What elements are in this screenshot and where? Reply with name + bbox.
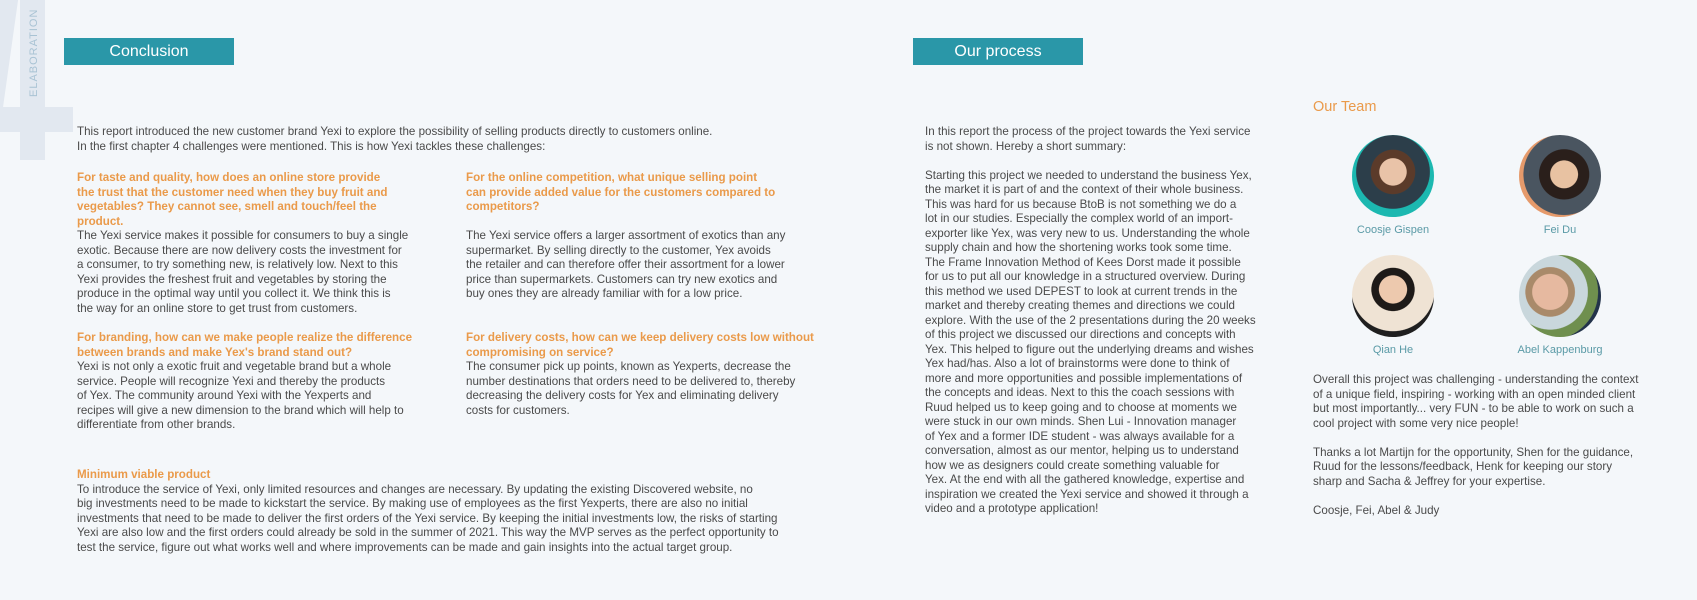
text-line: produce in the optimal way until you collect it. We think this is (77, 287, 391, 300)
team-closing (1313, 373, 1673, 518)
chapter-number-bar (0, 107, 73, 132)
text-line: the trust that the customer need when they buy fruit and (77, 185, 388, 199)
text-line: Ruud for the lessons/feedback, Henk for keeping our story (1313, 460, 1613, 473)
text-line: buy ones they are already familiar with for a low price. (466, 287, 743, 300)
process-title: Our process (913, 38, 1083, 65)
signature: Coosje, Fei, Abel & Judy (1313, 503, 1440, 517)
text-line: market and thereby creating themes and directions we could (925, 299, 1235, 312)
text-line: of Yex. The community around Yexi with the Yexperts and (77, 389, 372, 402)
text-line: a consumer, to try something new, is relatively low. Next to this (77, 258, 398, 271)
challenge-taste-quality (77, 171, 437, 316)
text-line: explore. With the use of the 2 presentations during the 20 weeks (925, 313, 1256, 327)
text-line: price than supermarkets. Customers can try new exotics and (466, 272, 778, 286)
text-line: Yex had/has. Also a lot of brainstorms were done to think of (925, 357, 1230, 370)
text-line: exporter like Yex, was very new to us. Understanding the whole (925, 226, 1250, 240)
text-line: test the service, figure out what works well and where improvements can be made and gain insights into the actual target group. (77, 540, 733, 554)
challenge-question (466, 331, 826, 360)
process-text (925, 125, 1275, 517)
conclusion-intro (77, 125, 712, 154)
text-line: product. (77, 214, 124, 228)
avatar-fei (1519, 135, 1601, 217)
mvp-heading: Minimum viable product (77, 468, 211, 481)
text-line: cool project with some very nice people! (1313, 416, 1519, 430)
team-member-name: Qian He (1372, 344, 1414, 356)
avatar-coosje (1352, 135, 1434, 217)
text-line: service. People will recognize Yexi and thereby the products (77, 374, 386, 388)
text-line: video and a prototype application! (925, 502, 1099, 515)
text-line: more and more opportunities and possible implementations of (925, 371, 1243, 385)
text-line: the way for an online store to get trust from customers. (77, 301, 358, 315)
text-line: conversation, almost as our mentor, helping us to understand (925, 444, 1239, 457)
text-line: The Frame Innovation Method of Kees Dorst made it possible (925, 255, 1241, 269)
text-line: Thanks a lot Martijn for the opportunity, Shen for the guidance, (1313, 445, 1634, 459)
challenge-delivery-costs (466, 331, 826, 418)
mvp-section (77, 468, 837, 555)
text-line: Yexi is not only a exotic fruit and vegetable brand but a whole (77, 360, 392, 373)
text-line: lot in our studies. Especially the complex world of an import- (925, 212, 1234, 225)
text-line: supermarket. By selling directly to the customer, Yex avoids (466, 243, 771, 257)
text-line: this method we used DEPEST to look at current trends in the (925, 284, 1238, 298)
text-line: sharp and Sacha & Jeffrey for your expertise. (1313, 474, 1546, 488)
text-line: differentiate from other brands. (77, 418, 236, 431)
text-line: supply chain and how the shortening works took some time. (925, 241, 1232, 254)
challenge-answer (77, 360, 437, 433)
text-line: Yexi provides the freshest fruit and vegetables by storing the (77, 272, 387, 286)
text-line: is not shown. Hereby a short summary: (925, 139, 1127, 153)
challenge-answer (466, 229, 826, 302)
conclusion-title: Conclusion (64, 38, 234, 65)
avatar-qian (1352, 255, 1434, 337)
team-member-name: Fei Du (1543, 224, 1577, 236)
text-line: In this report the process of the project towards the Yexi service (925, 125, 1251, 138)
text-line: can provide added value for the customers compared to (466, 185, 776, 199)
text-line: For the online competition, what unique selling point (466, 171, 758, 184)
team-heading: Our Team (1313, 99, 1377, 115)
text-line: but most importantly... very FUN - to be able to work on such a (1313, 402, 1634, 415)
section-label: ELABORATION (28, 8, 40, 97)
text-line: investments that need to be made to deliver the first orders of the Yexi service. By keeping the initial investments low, the risks of starting (77, 511, 778, 525)
text-line: the retailer and can therefore offer their assortment for a lower (466, 258, 785, 271)
text-line: The Yexi service makes it possible for consumers to buy a single (77, 229, 409, 242)
text-line: vegetables? They cannot see, smell and touch/feel the (77, 200, 377, 213)
text-line: big investments need to be made to kickstart the service. By making use of employees as the first Yexperts, there are also no initial (77, 497, 748, 510)
text-line: costs for customers. (466, 403, 570, 417)
text-line: inspiration we created the Yexi service and showed it through a (925, 487, 1249, 501)
text-line: recipes will give a new dimension to the brand which will help to (77, 403, 404, 417)
challenge-branding (77, 331, 437, 433)
text-line: how we as designers could create something valuable for (925, 458, 1220, 472)
text-line: number destinations that orders need to be delivered to, thereby (466, 374, 796, 388)
text-line: The consumer pick up points, known as Yexperts, decrease the (466, 360, 791, 373)
challenge-question (466, 171, 826, 215)
avatar-abel (1519, 255, 1601, 337)
text-line: exotic. Because there are now delivery costs the investment for (77, 243, 402, 257)
text-line: between brands and make Yex's brand stand out? (77, 345, 353, 359)
text-line: In the first chapter 4 challenges were mentioned. This is how Yexi tackles these challenges: (77, 139, 546, 153)
text-line: Yexi are also low and the first orders could already be sold in the summer of 2021. This way the MVP serves as the perfect opportunity to (77, 526, 779, 539)
text-line: To introduce the service of Yexi, only limited resources and changes are necessary. By updating the existing Discovered website, no (77, 482, 753, 496)
challenge-online-competition (466, 171, 826, 302)
chapter-number-diagonal (0, 0, 18, 115)
process-body (925, 169, 1275, 517)
text-line: competitors? (466, 200, 540, 213)
text-line: the market it is part of and the context of their whole business. (925, 183, 1244, 196)
challenge-question (77, 171, 437, 229)
text-line: For taste and quality, how does an online store provide (77, 171, 381, 184)
text-line: compromising on service? (466, 345, 614, 359)
text-line: were stuck in our own minds. Shen Lui - Innovation manager (925, 415, 1237, 428)
text-line: Yex. This helped to figure out the underlying dreams and wishes (925, 342, 1254, 356)
challenge-answer (466, 360, 826, 418)
text-line: of a unique field, inspiring - working with an open minded client (1313, 387, 1636, 401)
text-line: This report introduced the new customer brand Yexi to explore the possibility of selling products directly to customers online. (77, 125, 713, 138)
text-line: decreasing the delivery costs for Yex and eliminating delivery (466, 389, 779, 402)
text-line: The Yexi service offers a larger assortment of exotics than any (466, 229, 786, 242)
team-member-name: Abel Kappenburg (1517, 344, 1603, 356)
text-line: For delivery costs, how can we keep delivery costs low without (466, 331, 814, 344)
text-line: Ruud helped us to keep going and to choose at moments we (925, 400, 1237, 414)
team-member-name: Coosje Gispen (1356, 224, 1430, 236)
challenge-answer (77, 229, 437, 316)
text-line: Overall this project was challenging - understanding the context (1313, 373, 1639, 386)
text-line: For branding, how can we make people realize the difference (77, 331, 413, 344)
text-line: Yex. At the end with all the gathered knowledge, expertise and (925, 473, 1245, 486)
text-line: This was hard for us because BtoB is not something we do a (925, 197, 1237, 211)
text-line: the concepts and ideas. Next to this the coach sessions with (925, 386, 1235, 399)
text-line: for us to put all our knowledge in a structured overview. During (925, 270, 1246, 283)
challenge-question (77, 331, 437, 360)
text-line: of this project we discussed our directions and concepts with (925, 328, 1236, 341)
text-line: of Yex and a former IDE student - was always available for a (925, 429, 1235, 443)
text-line: Starting this project we needed to understand the business Yex, (925, 168, 1252, 182)
